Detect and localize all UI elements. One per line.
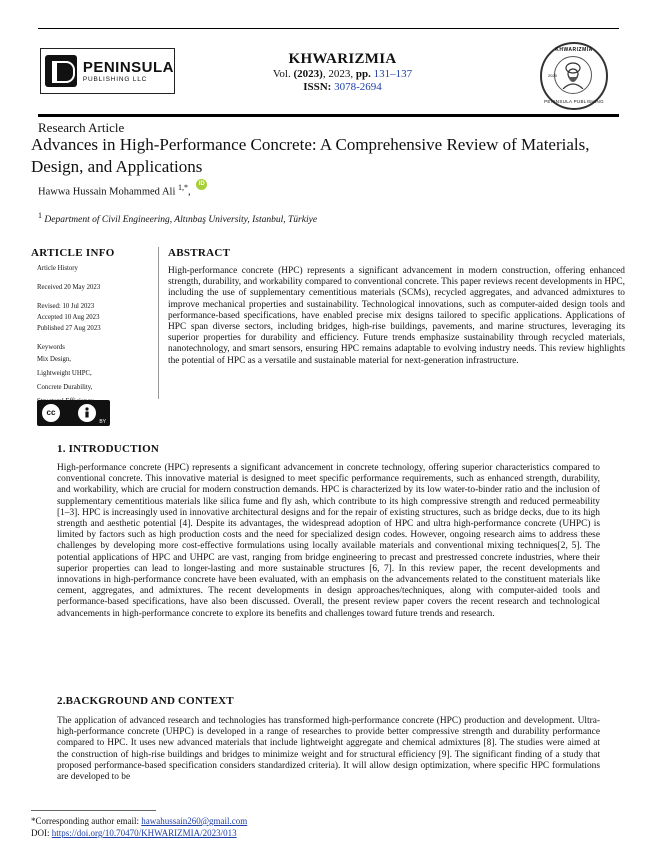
top-rule (38, 28, 619, 29)
publisher-name: PENINSULA (82, 58, 174, 76)
affiliation: $^1$ Department of Civil Engineering, Altınbaş University, Istanbul, Türkiye (38, 211, 318, 226)
revised-date: Revised: 10 Jul 2023 (37, 303, 95, 310)
article-type: Research Article (38, 120, 125, 135)
published-date: Published 27 Aug 2023 (37, 325, 101, 332)
issn-link[interactable]: 3078-2694 (334, 81, 382, 93)
doi-link[interactable]: https://doi.org/10.70470/KHWARIZMIA/2023/013 (51, 828, 237, 838)
journal-title: KHWARIZMIA (288, 51, 397, 67)
footnote-rule (31, 810, 156, 811)
article-title: Advances in High-Performance Concrete: A Comprehensive Review of Materials, Design, and Applications (31, 135, 590, 176)
corresponding-email-line: *Corresponding author email: hawahussain260@gmail.com (31, 816, 248, 826)
keyword: Lightweight UHPC, (37, 370, 92, 377)
section-heading-introduction: 1. INTRODUCTION (57, 443, 160, 455)
publisher-logo (40, 48, 175, 94)
abstract-text: High-performance concrete (HPC) represents a significant advancement in modern construction, offering enhanced strength, durability, and workability compared to conventional concrete. This paper reviews recent developments in HPC, including the use of supplementary cementitious materials (SCMs), recycled aggregates, and advanced admixtures to improve mechanical properties and sustainability. Technological innovations, such as computer-aided design tools and performance-based specifications, have enabled precise mix designs tailored to specific applications. Applications of HPC span diverse sectors, including bridges, high-rise buildings, pavements, and marine structures, leveraging its superior properties for durability and efficiency. Future trends emphasize sustainability through recycled materials, nanotechnology, and smart sensors, ensuring HPC remains adaptable to evolving industry needs. This review highlights the potential of HPC as a versatile and sustainable material for next-generation infrastructure. (168, 266, 625, 366)
keywords-label: Keywords (37, 344, 65, 351)
keyword: Mix Design, (37, 356, 71, 363)
issn-line: ISSN: 3078-2694 (303, 81, 382, 93)
pages-link[interactable]: 131–137 (373, 68, 413, 80)
volume-line: Vol. (2023), 2023, pp. 131–137 (272, 68, 413, 80)
cc-license-badge[interactable]: cc BY (37, 400, 110, 426)
journal-info (250, 50, 435, 94)
publisher-sub: PUBLISHING LLC (82, 75, 148, 83)
background-paragraph: The application of advanced research and technologies has transformed high-performance concrete (HPC) production and development. Ultra-high-performance concrete (UHPC) is developed in a range of researches to provide better compressive strength and durability performance compared to HPC. It uses new advanced materials that include lightweight aggregate and chemical admixtures [8]. The studies were aimed at the construction of high-rise buildings and bridges to minimize weight and for structural efficiency [9]. The significant finding of a study that proposed performance-based specification considers standardized criteria). It will allow design optimization, where specific HPC formulations are developed to be (57, 716, 600, 783)
author-name: Hawwa Hussain Mohammed Ali (38, 186, 176, 198)
abstract-heading: ABSTRACT (168, 247, 231, 259)
journal-seal: KHWARIZMIA PENINSULA PUBLISHING 2025 (540, 42, 608, 110)
column-divider (158, 247, 159, 399)
attribution-icon (77, 403, 97, 423)
article-info-heading: ARTICLE INFO (31, 247, 115, 259)
received-date: Received 20 May 2023 (37, 284, 101, 291)
keyword: Concrete Durability, (37, 384, 93, 391)
article-history: Article History Received 20 May 2023 Revised: 10 Jul 2023 Accepted 10 Aug 2023 Published 27 Aug 2023 Keywords Mix Design, Lightweight UHPC, Concrete Durability, (37, 263, 101, 409)
doi-line: DOI: https://doi.org/10.70470/KHWARIZMIA/2023/013 (31, 828, 237, 838)
section-heading-background: 2.BACKGROUND AND CONTEXT (57, 695, 234, 707)
scholar-portrait-icon (554, 56, 592, 94)
cc-icon: cc (41, 403, 61, 423)
introduction-paragraph: High-performance concrete (HPC) represents a significant advancement in concrete technology, offering superior characteristics compared to conventional concrete. This innovative material is designed to meet specific performance requirements, such as enhanced strength, durability, and workability, which are crucial for modern construction demands. HPC is characterized by its low water-to-binder ratio and the inclusion of supplementary cementitious materials like silica fume and fly ash, which contribute to its high compressive strength and reduced permeability [1–3]. HPC is increasingly used in innovative architectural designs and for the repair of existing structures, such as bridge decks, due to its high strength and aesthetic potential [4]. Despite its advantages, the widespread adoption of HPC and ultra high-performance concrete (UHPC) is limited by factors such as high production costs and the need for specialized design codes. However, ongoing research aims to address these challenges by developing more cost-effective formulations using locally available materials and conventional mixing techniques[2, 5]. The potential applications of HPC and UHPC are vast, ranging from bridge engineering to precast and prestressed concrete industries, where their superior properties can lead to longer-lasting and more sustainable structures [6, 7]. In this review paper, the recent developments and innovations in high-performance concrete have been evaluated, with an emphasis on the advancements related to the constituent materials like cement, aggregates, and admixtures. The recent developments in design approaches/techniques, along with computer-aided tools and performance-based specifications, have also been discussed. Overall, the present review paper covers the recent research and technological advancements in high-performance concrete to explore its benefits and challenges toward future trends and research. (57, 463, 600, 619)
footnotes (31, 815, 247, 839)
publisher-mark-icon (45, 55, 77, 87)
header-rule (38, 114, 619, 117)
orcid-icon[interactable]: iD (196, 179, 207, 190)
author-line: Hawwa Hussain Mohammed Ali $^{1,*}$, iD (38, 183, 207, 198)
email-link[interactable]: hawahussain260@gmail.com (141, 816, 248, 826)
accepted-date: Accepted 10 Aug 2023 (37, 314, 100, 321)
